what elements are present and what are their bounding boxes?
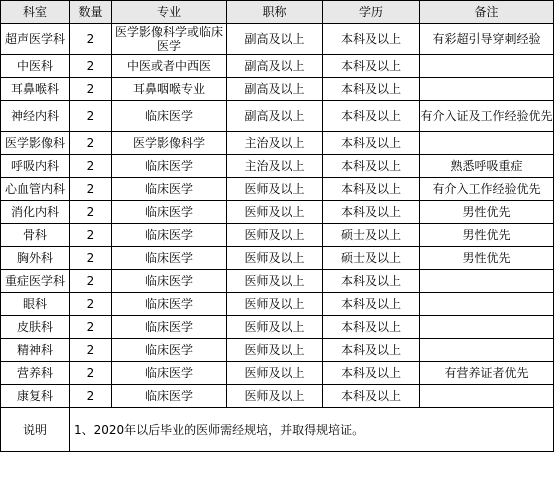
remark-cell — [420, 339, 554, 362]
title-cell: 医师及以上 — [227, 385, 323, 408]
table-row — [1, 293, 554, 316]
count-cell: 2 — [70, 55, 112, 78]
education-cell: 本科及以上 — [323, 178, 420, 201]
note-label: 说明 — [1, 408, 70, 452]
major-cell: 耳鼻咽喉专业 — [112, 78, 227, 101]
count-cell: 2 — [70, 385, 112, 408]
remark-cell: 男性优先 — [420, 201, 554, 224]
major-cell: 医学影像科学 — [112, 132, 227, 155]
header-major: 专业 — [112, 1, 227, 24]
education-cell: 本科及以上 — [323, 132, 420, 155]
count-cell: 2 — [70, 362, 112, 385]
dept-cell: 医学影像科 — [1, 132, 70, 155]
education-cell: 本科及以上 — [323, 101, 420, 132]
major-cell: 临床医学 — [112, 316, 227, 339]
education-cell: 本科及以上 — [323, 201, 420, 224]
title-cell: 医师及以上 — [227, 178, 323, 201]
major-cell: 临床医学 — [112, 293, 227, 316]
remark-cell: 有介入工作经验优先 — [420, 178, 554, 201]
table-row — [1, 362, 554, 385]
major-cell: 临床医学 — [112, 247, 227, 270]
remark-cell — [420, 78, 554, 101]
table-row — [1, 55, 554, 78]
remark-cell: 有营养证者优先 — [420, 362, 554, 385]
note-row — [1, 408, 554, 452]
remark-cell: 男性优先 — [420, 247, 554, 270]
table-row — [1, 316, 554, 339]
table-row — [1, 385, 554, 408]
remark-cell — [420, 55, 554, 78]
remark-cell: 熟悉呼吸重症 — [420, 155, 554, 178]
education-cell: 本科及以上 — [323, 339, 420, 362]
major-cell: 临床医学 — [112, 178, 227, 201]
major-cell: 临床医学 — [112, 362, 227, 385]
dept-cell: 胸外科 — [1, 247, 70, 270]
major-cell: 临床医学 — [112, 224, 227, 247]
major-cell: 临床医学 — [112, 385, 227, 408]
count-cell: 2 — [70, 339, 112, 362]
table-row — [1, 78, 554, 101]
title-cell: 副高及以上 — [227, 24, 323, 55]
count-cell: 2 — [70, 78, 112, 101]
education-cell: 本科及以上 — [323, 385, 420, 408]
header-dept: 科室 — [1, 1, 70, 24]
title-cell: 医师及以上 — [227, 270, 323, 293]
education-cell: 本科及以上 — [323, 293, 420, 316]
education-cell: 硕士及以上 — [323, 247, 420, 270]
count-cell: 2 — [70, 178, 112, 201]
table-row — [1, 270, 554, 293]
header-row — [1, 1, 554, 24]
remark-cell — [420, 132, 554, 155]
remark-cell: 有彩超引导穿刺经验 — [420, 24, 554, 55]
table-row — [1, 178, 554, 201]
dept-cell: 中医科 — [1, 55, 70, 78]
title-cell: 医师及以上 — [227, 293, 323, 316]
header-remark: 备注 — [420, 1, 554, 24]
count-cell: 2 — [70, 224, 112, 247]
dept-cell: 神经内科 — [1, 101, 70, 132]
major-cell: 中医或者中西医 — [112, 55, 227, 78]
header-title: 职称 — [227, 1, 323, 24]
table-row — [1, 224, 554, 247]
title-cell: 医师及以上 — [227, 201, 323, 224]
title-cell: 医师及以上 — [227, 247, 323, 270]
header-education: 学历 — [323, 1, 420, 24]
note-text: 1、2020年以后毕业的医师需经规培，并取得规培证。 — [70, 408, 554, 452]
major-cell: 临床医学 — [112, 155, 227, 178]
dept-cell: 骨科 — [1, 224, 70, 247]
title-cell: 医师及以上 — [227, 316, 323, 339]
title-cell: 医师及以上 — [227, 362, 323, 385]
remark-cell — [420, 385, 554, 408]
count-cell: 2 — [70, 132, 112, 155]
table-row — [1, 247, 554, 270]
table-row — [1, 339, 554, 362]
remark-cell — [420, 293, 554, 316]
title-cell: 主治及以上 — [227, 132, 323, 155]
dept-cell: 心血管内科 — [1, 178, 70, 201]
count-cell: 2 — [70, 293, 112, 316]
remark-cell — [420, 316, 554, 339]
dept-cell: 康复科 — [1, 385, 70, 408]
major-cell: 临床医学 — [112, 101, 227, 132]
remark-cell — [420, 270, 554, 293]
education-cell: 本科及以上 — [323, 362, 420, 385]
dept-cell: 呼吸内科 — [1, 155, 70, 178]
title-cell: 副高及以上 — [227, 55, 323, 78]
education-cell: 本科及以上 — [323, 155, 420, 178]
count-cell: 2 — [70, 270, 112, 293]
dept-cell: 营养科 — [1, 362, 70, 385]
table-row — [1, 201, 554, 224]
dept-cell: 眼科 — [1, 293, 70, 316]
table-row — [1, 101, 554, 132]
title-cell: 副高及以上 — [227, 78, 323, 101]
education-cell: 本科及以上 — [323, 55, 420, 78]
education-cell: 本科及以上 — [323, 78, 420, 101]
education-cell: 本科及以上 — [323, 24, 420, 55]
title-cell: 副高及以上 — [227, 101, 323, 132]
count-cell: 2 — [70, 247, 112, 270]
dept-cell: 消化内科 — [1, 201, 70, 224]
count-cell: 2 — [70, 201, 112, 224]
title-cell: 医师及以上 — [227, 224, 323, 247]
education-cell: 本科及以上 — [323, 270, 420, 293]
table-row — [1, 24, 554, 55]
dept-cell: 超声医学科 — [1, 24, 70, 55]
title-cell: 主治及以上 — [227, 155, 323, 178]
remark-cell: 有介入证及工作经验优先 — [420, 101, 554, 132]
dept-cell: 精神科 — [1, 339, 70, 362]
major-cell: 临床医学 — [112, 201, 227, 224]
education-cell: 硕士及以上 — [323, 224, 420, 247]
education-cell: 本科及以上 — [323, 316, 420, 339]
major-cell: 临床医学 — [112, 339, 227, 362]
table-row — [1, 155, 554, 178]
dept-cell: 重症医学科 — [1, 270, 70, 293]
major-cell: 临床医学 — [112, 270, 227, 293]
count-cell: 2 — [70, 316, 112, 339]
count-cell: 2 — [70, 24, 112, 55]
dept-cell: 皮肤科 — [1, 316, 70, 339]
major-cell: 医学影像科学或临床医学 — [112, 24, 227, 55]
dept-cell: 耳鼻喉科 — [1, 78, 70, 101]
count-cell: 2 — [70, 101, 112, 132]
count-cell: 2 — [70, 155, 112, 178]
header-count: 数量 — [70, 1, 112, 24]
title-cell: 医师及以上 — [227, 339, 323, 362]
table-row — [1, 132, 554, 155]
remark-cell: 男性优先 — [420, 224, 554, 247]
